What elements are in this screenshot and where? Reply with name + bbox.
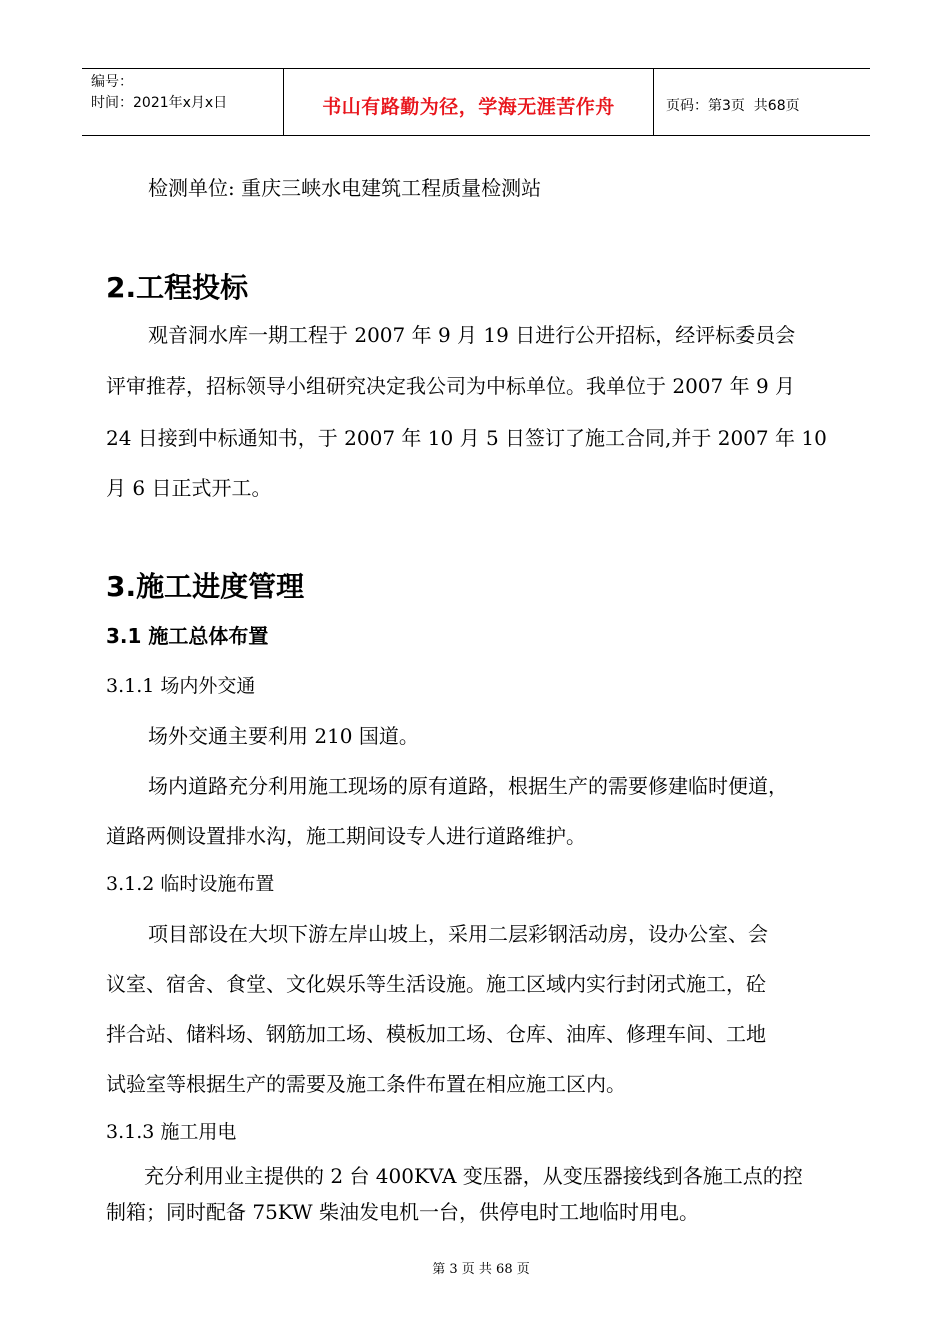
header-page-number: 页码：第3页 共68页 bbox=[666, 98, 800, 114]
section-3-heading: 3.施工进度管理 bbox=[106, 570, 305, 603]
section-3-1-1-line: 场内道路充分利用施工现场的原有道路，根据生产的需要修建临时便道， bbox=[148, 774, 788, 798]
page-header bbox=[82, 68, 870, 136]
document-time-label: 时间：2021年x月x日 bbox=[91, 95, 228, 111]
section-2-line: 24 日接到中标通知书，于 2007 年 10 月 5 日签订了施工合同,并于 2007 年 10 bbox=[106, 426, 827, 450]
section-2-heading: 2.工程投标 bbox=[106, 271, 249, 304]
section-3-1-3-line: 充分利用业主提供的 2 台 400KVA 变压器，从变压器接线到各施工点的控 bbox=[144, 1164, 803, 1188]
section-3-1-1-line: 道路两侧设置排水沟，施工期间设专人进行道路维护。 bbox=[106, 824, 586, 848]
header-motto: 书山有路勤为径，学海无涯苦作舟 bbox=[284, 69, 654, 135]
section-3-1-2-heading: 3.1.2 临时设施布置 bbox=[106, 873, 275, 895]
document-number-label: 编号： bbox=[91, 74, 133, 90]
section-3-1-2-line: 项目部设在大坝下游左岸山坡上，采用二层彩钢活动房，设办公室、会 bbox=[148, 922, 768, 946]
inspection-unit-line: 检测单位: 重庆三峡水电建筑工程质量检测站 bbox=[148, 176, 542, 200]
section-3-1-2-line: 试验室等根据生产的需要及施工条件布置在相应施工区内。 bbox=[106, 1072, 626, 1096]
section-2-line: 评审推荐，招标领导小组研究决定我公司为中标单位。我单位于 2007 年 9 月 bbox=[106, 374, 796, 398]
header-meta bbox=[82, 69, 284, 135]
section-3-1-heading: 3.1 施工总体布置 bbox=[106, 624, 269, 648]
section-3-1-3-line: 制箱；同时配备 75KW 柴油发电机一台，供停电时工地临时用电。 bbox=[106, 1200, 699, 1224]
section-2-line: 观音洞水库一期工程于 2007 年 9 月 19 日进行公开招标，经评标委员会 bbox=[148, 323, 796, 347]
page-footer: 第 3 页 共 68 页 bbox=[432, 1262, 530, 1277]
section-3-1-2-line: 拌合站、储料场、钢筋加工场、模板加工场、仓库、油库、修理车间、工地 bbox=[106, 1022, 766, 1046]
section-3-1-1-paragraph: 场外交通主要利用 210 国道。 bbox=[148, 724, 419, 748]
section-3-1-1-heading: 3.1.1 场内外交通 bbox=[106, 675, 256, 697]
section-2-line: 月 6 日正式开工。 bbox=[106, 476, 272, 500]
section-3-1-3-heading: 3.1.3 施工用电 bbox=[106, 1121, 237, 1143]
section-3-1-2-line: 议室、宿舍、食堂、文化娱乐等生活设施。施工区域内实行封闭式施工，砼 bbox=[106, 972, 766, 996]
